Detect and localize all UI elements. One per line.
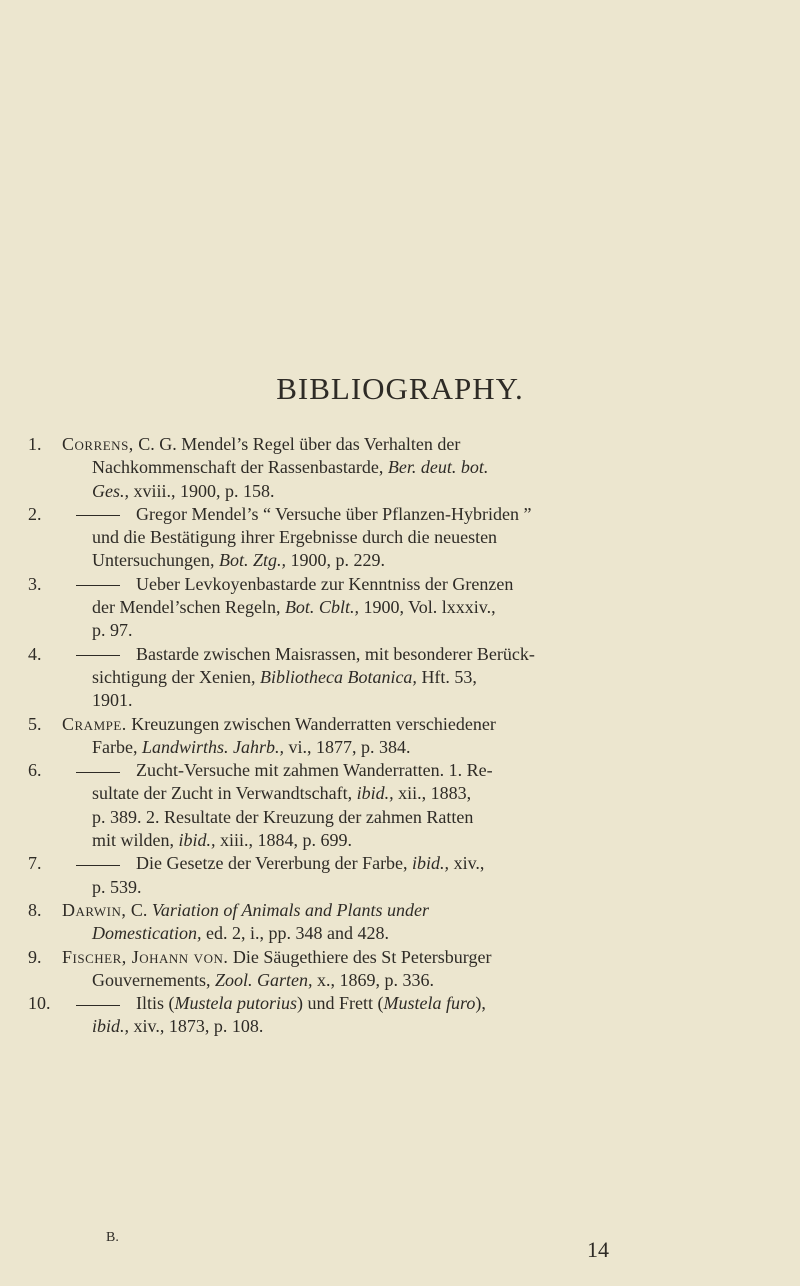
citation-italic: Ges.,	[92, 480, 129, 501]
bibliography-entry	[0, 899, 800, 946]
entry-text	[62, 852, 782, 899]
bibliography-entry	[0, 852, 800, 899]
entry-line	[62, 619, 782, 642]
ditto-dash	[76, 585, 120, 586]
entry-line	[62, 806, 782, 829]
entry-number: 5.	[28, 713, 42, 734]
citation-italic: Mustela furo	[383, 993, 476, 1014]
entry-line	[62, 596, 782, 619]
citation-text: xiii., 1884, p. 699.	[215, 830, 353, 851]
entry-line	[62, 759, 782, 782]
citation-text: sichtigung der Xenien,	[92, 666, 260, 687]
citation-text: xiv.,	[449, 853, 485, 874]
citation-text: xiv., 1873, p. 108.	[129, 1016, 264, 1037]
page-number: 14	[587, 1237, 609, 1262]
entry-line	[62, 666, 782, 689]
citation-text: p. 539.	[92, 876, 142, 897]
entry-text	[62, 573, 782, 643]
entry-number: 2.	[28, 503, 42, 524]
bibliography-list	[0, 433, 800, 1039]
signature-mark: B.	[106, 1230, 119, 1245]
citation-text: Iltis (	[136, 993, 175, 1014]
citation-text: vi., 1877, p. 384.	[284, 736, 411, 757]
entry-line	[62, 782, 782, 805]
bibliography-entry	[0, 946, 800, 993]
entry-line	[62, 713, 782, 736]
citation-text: xviii., 1900, p. 158.	[129, 480, 275, 501]
citation-italic: Bot. Cblt.,	[284, 597, 359, 618]
ditto-dash	[76, 655, 120, 656]
bibliography-entry	[0, 433, 800, 503]
entry-line	[62, 736, 782, 759]
citation-italic: ibid.,	[356, 783, 394, 804]
citation-italic: Domestication,	[92, 923, 202, 944]
citation-text: p. 389. 2. Resultate der Kreuzung der zahmen Ratten	[92, 806, 474, 827]
entry-text	[62, 946, 782, 993]
entry-text	[62, 759, 782, 852]
entry-line	[62, 549, 782, 572]
entry-text	[62, 713, 782, 760]
citation-italic: Zool. Garten,	[214, 969, 313, 990]
entry-number: 8.	[28, 899, 42, 920]
citation-text: Gouvernements,	[92, 969, 215, 990]
citation-text: Bastarde zwischen Maisrassen, mit besonderer Berück-	[136, 643, 535, 664]
citation-text: Hft. 53,	[416, 666, 477, 687]
bibliography-entry	[0, 713, 800, 760]
citation-text: Farbe,	[92, 736, 142, 757]
bibliography-entry	[0, 503, 800, 573]
citation-text: ),	[475, 993, 486, 1014]
citation-italic: Mustela putorius	[174, 993, 298, 1014]
citation-text: und die Bestätigung ihrer Ergebnisse durch die neuesten	[92, 527, 498, 548]
entry-line	[62, 922, 782, 945]
entry-line	[62, 852, 782, 875]
citation-text: der Mendel’schen Regeln,	[92, 597, 285, 618]
author-name: Correns,	[62, 434, 134, 454]
ditto-dash	[76, 1005, 120, 1006]
entry-line	[62, 480, 782, 503]
bibliography-entry	[0, 759, 800, 852]
ditto-dash	[76, 515, 120, 516]
citation-text: Untersuchungen,	[92, 550, 219, 571]
citation-italic: Variation of Animals and Plants under	[151, 899, 430, 920]
citation-text: x., 1869, p. 336.	[312, 969, 434, 990]
entry-text	[62, 643, 782, 713]
citation-text: mit wilden,	[92, 830, 179, 851]
citation-text: Nachkommenschaft der Rassenbastarde,	[92, 457, 388, 478]
citation-text: Zucht-Versuche mit zahmen Wanderratten. 1. Re-	[136, 760, 493, 781]
author-name: Fischer, Johann von.	[62, 946, 229, 967]
entry-number: 9.	[28, 946, 42, 967]
citation-italic: ibid.,	[92, 1016, 130, 1037]
citation-italic: Bot. Ztg.,	[218, 550, 286, 571]
entry-number: 7.	[28, 853, 42, 874]
page-title: BIBLIOGRAPHY.	[276, 370, 524, 406]
entry-text	[62, 503, 782, 573]
citation-text: sultate der Zucht in Verwandtschaft,	[92, 783, 357, 804]
entry-line	[62, 643, 782, 666]
entry-number: 4.	[28, 643, 42, 664]
entry-number: 6.	[28, 760, 42, 781]
entry-line	[62, 1015, 782, 1038]
bibliography-entry	[0, 992, 800, 1039]
citation-text: Gregor Mendel’s “ Versuche über Pflanzen-Hybriden ”	[136, 503, 532, 524]
citation-text: ed. 2, i., pp. 348 and 428.	[201, 923, 389, 944]
citation-text: Die Säugethiere des St Petersburger	[228, 946, 492, 967]
entry-line	[62, 526, 782, 549]
citation-italic: Landwirths. Jahrb.,	[141, 736, 285, 757]
citation-text: 1900, Vol. lxxxiv.,	[358, 597, 496, 618]
author-name: Darwin,	[62, 899, 127, 920]
citation-italic: ibid.,	[178, 830, 216, 851]
entry-text	[62, 992, 782, 1039]
citation-text: ) und Frett (	[297, 993, 384, 1014]
author-name: Crampe.	[62, 713, 127, 734]
entry-line	[62, 899, 782, 922]
entry-number: 10.	[28, 993, 51, 1014]
citation-italic: Ber. deut. bot.	[387, 457, 489, 478]
entry-text	[62, 433, 782, 503]
entry-line	[62, 829, 782, 852]
citation-text: C.	[126, 899, 152, 920]
entry-line	[62, 969, 782, 992]
citation-text: Kreuzungen zwischen Wanderratten verschiedener	[126, 713, 496, 734]
citation-text: p. 97.	[92, 620, 133, 641]
entry-line	[62, 689, 782, 712]
entry-line	[62, 992, 782, 1015]
ditto-dash	[76, 772, 120, 773]
citation-text: Ueber Levkoyenbastarde zur Kenntniss der Grenzen	[136, 573, 514, 594]
entry-line	[62, 433, 782, 456]
entry-text	[62, 899, 782, 946]
entry-line	[62, 456, 782, 479]
citation-italic: Bibliotheca Botanica,	[259, 666, 417, 687]
citation-italic: ibid.,	[412, 853, 450, 874]
bibliography-entry	[0, 573, 800, 643]
citation-text: 1900, p. 229.	[285, 550, 385, 571]
entry-line	[62, 503, 782, 526]
entry-number: 1.	[28, 434, 42, 454]
entry-line	[62, 946, 782, 969]
entry-line	[62, 876, 782, 899]
citation-text: 1901.	[92, 690, 133, 711]
citation-text: C. G. Mendel’s Regel über das Verhalten der	[133, 434, 461, 454]
bibliography-entry	[0, 643, 800, 713]
citation-text: xii., 1883,	[393, 783, 472, 804]
citation-text: Die Gesetze der Vererbung der Farbe,	[136, 853, 413, 874]
entry-number: 3.	[28, 573, 42, 594]
entry-line	[62, 573, 782, 596]
ditto-dash	[76, 865, 120, 866]
